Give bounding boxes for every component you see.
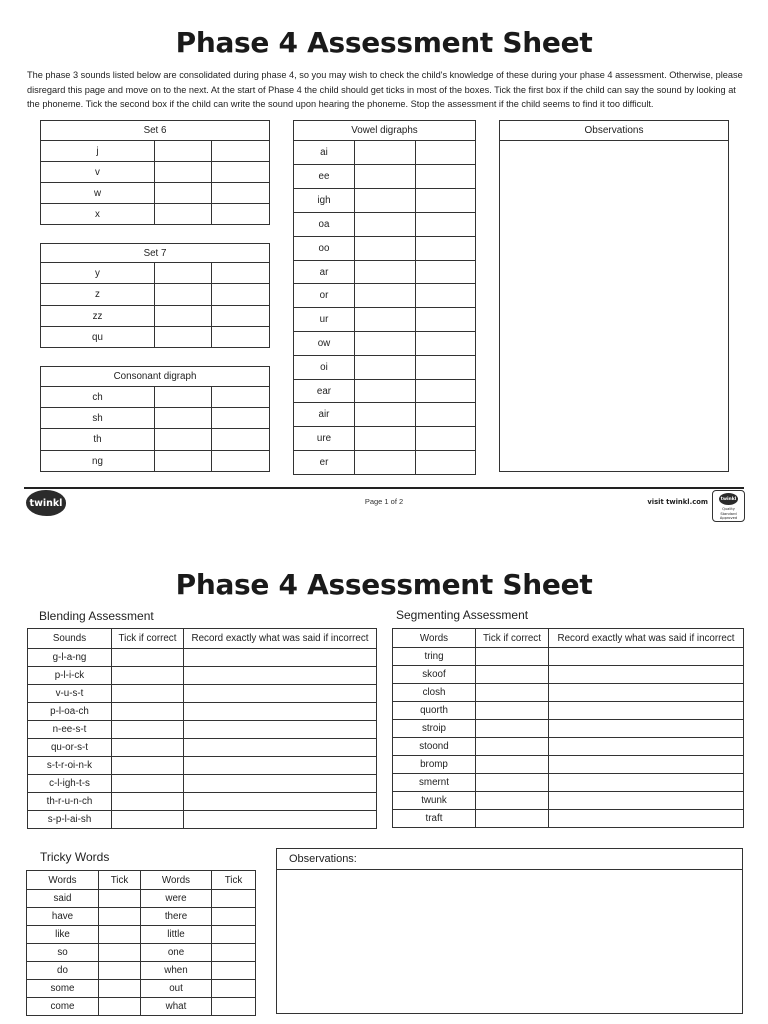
table-row [28,649,377,667]
badge-caption: Quality Standard Approved [719,507,738,520]
say-tick-cell[interactable] [155,408,212,429]
segmenting-table [392,628,744,828]
write-tick-cell[interactable] [212,284,270,306]
table-row [393,666,744,684]
sound-cell: zz [41,306,155,327]
table-row [28,685,377,703]
tick-cell[interactable] [476,774,549,792]
observations-box[interactable] [499,120,729,472]
say-tick-cell[interactable] [355,213,416,237]
sound-cell: er [294,451,355,475]
write-tick-cell[interactable] [416,403,476,427]
column-header: Words [393,629,476,648]
write-tick-cell[interactable] [416,284,476,308]
say-tick-cell[interactable] [355,380,416,403]
table-row [294,213,476,237]
table-row [393,684,744,702]
word-cell: skoof [393,666,476,684]
observations-box-page2[interactable] [276,848,743,1014]
table-row [41,263,270,284]
table-row [294,308,476,332]
tick-cell[interactable] [99,962,141,980]
table-row [294,356,476,380]
table-row [393,738,744,756]
table-row [27,890,256,908]
say-tick-cell[interactable] [155,204,212,225]
column-header: Tick [99,871,141,890]
tick-cell[interactable] [212,908,256,926]
blending-table [27,628,377,829]
sound-cell: ear [294,380,355,403]
tick-cell[interactable] [212,980,256,998]
tick-cell[interactable] [476,738,549,756]
tricky-words-heading: Tricky Words [40,850,110,864]
tick-cell[interactable] [99,908,141,926]
write-tick-cell[interactable] [212,429,270,451]
vowel-digraphs-title: Vowel digraphs [294,121,476,141]
write-tick-cell[interactable] [212,141,270,162]
say-tick-cell[interactable] [355,237,416,261]
write-tick-cell[interactable] [212,162,270,183]
column-header: Record exactly what was said if incorrect [184,629,377,649]
sound-cell: w [41,183,155,204]
tricky-words-table [26,870,256,1016]
word-cell: stroip [393,720,476,738]
tick-cell[interactable] [112,775,184,793]
say-tick-cell[interactable] [155,263,212,284]
set6-table [40,120,270,225]
set7-title: Set 7 [41,244,270,263]
sound-cell: ar [294,261,355,284]
write-tick-cell[interactable] [212,387,270,408]
write-tick-cell[interactable] [416,332,476,356]
write-tick-cell[interactable] [416,237,476,261]
page2-title: Phase 4 Assessment Sheet [175,568,593,601]
word-cell: so [27,944,99,962]
sounds-cell: th-r-u-n-ch [28,793,112,811]
say-tick-cell[interactable] [355,165,416,189]
tick-cell[interactable] [212,962,256,980]
say-tick-cell[interactable] [155,451,212,472]
table-row [28,721,377,739]
table-row [294,165,476,189]
word-cell: closh [393,684,476,702]
say-tick-cell[interactable] [155,387,212,408]
column-header: Record exactly what was said if incorrect [549,629,744,648]
say-tick-cell[interactable] [355,427,416,451]
sound-cell: ur [294,308,355,332]
sounds-cell: g-l-a-ng [28,649,112,667]
say-tick-cell[interactable] [355,261,416,284]
write-tick-cell[interactable] [212,327,270,348]
word-cell: when [141,962,212,980]
table-row [27,998,256,1016]
say-tick-cell[interactable] [155,284,212,306]
word-cell: out [141,980,212,998]
column-header: Sounds [28,629,112,649]
blending-heading: Blending Assessment [39,609,154,623]
table-row [294,189,476,213]
sound-cell: air [294,403,355,427]
record-cell[interactable] [549,810,744,828]
write-tick-cell[interactable] [416,380,476,403]
column-header: Words [27,871,99,890]
record-cell[interactable] [184,739,377,757]
record-cell[interactable] [549,720,744,738]
word-cell: some [27,980,99,998]
sound-cell: or [294,284,355,308]
column-header: Tick if correct [476,629,549,648]
record-cell[interactable] [549,666,744,684]
write-tick-cell[interactable] [212,306,270,327]
table-row [294,380,476,403]
tick-cell[interactable] [212,890,256,908]
say-tick-cell[interactable] [155,141,212,162]
tick-cell[interactable] [112,757,184,775]
say-tick-cell[interactable] [355,332,416,356]
observations-title: Observations [500,121,728,141]
sound-cell: igh [294,189,355,213]
table-row [27,962,256,980]
tick-cell[interactable] [99,890,141,908]
record-cell[interactable] [549,738,744,756]
sound-cell: v [41,162,155,183]
word-cell: little [141,926,212,944]
sound-cell: ai [294,141,355,165]
table-row [393,756,744,774]
say-tick-cell[interactable] [355,308,416,332]
table-row [393,648,744,666]
table-row [294,141,476,165]
table-row [28,667,377,685]
record-cell[interactable] [549,774,744,792]
table-row [41,429,270,451]
word-cell: like [27,926,99,944]
word-cell: do [27,962,99,980]
record-cell[interactable] [184,757,377,775]
tick-cell[interactable] [476,720,549,738]
table-row [41,408,270,429]
table-row [294,427,476,451]
table-row [294,451,476,475]
table-row [28,775,377,793]
sounds-cell: n-ee-s-t [28,721,112,739]
say-tick-cell[interactable] [355,284,416,308]
sounds-cell: p-l-i-ck [28,667,112,685]
table-row [294,237,476,261]
say-tick-cell[interactable] [355,356,416,380]
tick-cell[interactable] [112,667,184,685]
sound-cell: ure [294,427,355,451]
write-tick-cell[interactable] [212,183,270,204]
say-tick-cell[interactable] [355,451,416,475]
table-row [393,774,744,792]
record-cell[interactable] [184,649,377,667]
consonant-digraph-title: Consonant digraph [41,367,270,387]
table-row [294,261,476,284]
write-tick-cell[interactable] [212,451,270,472]
table-row [41,387,270,408]
table-row [28,703,377,721]
tick-cell[interactable] [476,702,549,720]
sounds-cell: p-l-oa-ch [28,703,112,721]
tick-cell[interactable] [99,926,141,944]
observations-title: Observations: [277,849,742,870]
record-cell[interactable] [184,793,377,811]
quality-badge-icon [712,490,745,522]
tick-cell[interactable] [112,811,184,829]
table-row [294,332,476,356]
sound-cell: th [41,429,155,451]
say-tick-cell[interactable] [155,183,212,204]
table-row [393,792,744,810]
table-row [294,284,476,308]
sound-cell: sh [41,408,155,429]
table-row [41,327,270,348]
table-row [28,739,377,757]
sound-cell: z [41,284,155,306]
sounds-cell: s-t-r-oi-n-k [28,757,112,775]
word-cell: come [27,998,99,1016]
sound-cell: ee [294,165,355,189]
tick-cell[interactable] [112,721,184,739]
write-tick-cell[interactable] [212,408,270,429]
table-row [393,810,744,828]
sound-cell: j [41,141,155,162]
write-tick-cell[interactable] [416,308,476,332]
write-tick-cell[interactable] [212,204,270,225]
sound-cell: oa [294,213,355,237]
tick-cell[interactable] [112,685,184,703]
tick-cell[interactable] [112,793,184,811]
write-tick-cell[interactable] [212,263,270,284]
table-row [41,183,270,204]
table-row [294,403,476,427]
tick-cell[interactable] [99,944,141,962]
sound-cell: ow [294,332,355,356]
table-row [28,757,377,775]
consonant-digraph-table [40,366,270,472]
word-cell: twunk [393,792,476,810]
table-row [27,926,256,944]
record-cell[interactable] [184,703,377,721]
table-row [41,451,270,472]
tick-cell[interactable] [476,684,549,702]
vowel-digraphs-table [293,120,476,475]
sound-cell: ch [41,387,155,408]
sounds-cell: qu-or-s-t [28,739,112,757]
column-header: Words [141,871,212,890]
page-number: Page 1 of 2 [364,497,404,506]
table-row [41,284,270,306]
tick-cell[interactable] [99,998,141,1016]
record-cell[interactable] [549,648,744,666]
table-row [27,980,256,998]
footer-divider [24,487,744,489]
tick-cell[interactable] [112,649,184,667]
table-row [27,908,256,926]
sound-cell: y [41,263,155,284]
word-cell: bromp [393,756,476,774]
word-cell: one [141,944,212,962]
write-tick-cell[interactable] [416,261,476,284]
word-cell: have [27,908,99,926]
word-cell: were [141,890,212,908]
word-cell: stoond [393,738,476,756]
say-tick-cell[interactable] [355,403,416,427]
record-cell[interactable] [549,756,744,774]
table-row [27,944,256,962]
record-cell[interactable] [184,685,377,703]
say-tick-cell[interactable] [155,306,212,327]
say-tick-cell[interactable] [355,141,416,165]
tick-cell[interactable] [99,980,141,998]
twinkl-logo[interactable]: twinkl [26,490,66,516]
say-tick-cell[interactable] [155,327,212,348]
sound-cell: x [41,204,155,225]
tick-cell[interactable] [476,648,549,666]
sound-cell: ng [41,451,155,472]
tick-cell[interactable] [476,756,549,774]
word-cell: there [141,908,212,926]
tick-cell[interactable] [212,926,256,944]
word-cell: smernt [393,774,476,792]
word-cell: what [141,998,212,1016]
write-tick-cell[interactable] [416,213,476,237]
column-header: Tick [212,871,256,890]
tick-cell[interactable] [476,792,549,810]
tick-cell[interactable] [476,810,549,828]
write-tick-cell[interactable] [416,427,476,451]
record-cell[interactable] [549,792,744,810]
page-title: Phase 4 Assessment Sheet [175,26,593,59]
badge-logo: twinkl [719,493,738,505]
sound-cell: qu [41,327,155,348]
word-cell: said [27,890,99,908]
sounds-cell: v-u-s-t [28,685,112,703]
write-tick-cell[interactable] [416,141,476,165]
table-row [393,720,744,738]
tick-cell[interactable] [212,944,256,962]
record-cell[interactable] [184,811,377,829]
record-cell[interactable] [184,667,377,685]
tick-cell[interactable] [112,703,184,721]
record-cell[interactable] [184,721,377,739]
visit-link[interactable]: visit twinkl.com [647,498,708,506]
word-cell: traft [393,810,476,828]
tick-cell[interactable] [112,739,184,757]
tick-cell[interactable] [476,666,549,684]
table-row [41,306,270,327]
table-row [393,702,744,720]
write-tick-cell[interactable] [416,356,476,380]
sounds-cell: s-p-l-ai-sh [28,811,112,829]
table-row [41,204,270,225]
write-tick-cell[interactable] [416,165,476,189]
segmenting-heading: Segmenting Assessment [396,608,529,622]
say-tick-cell[interactable] [155,429,212,451]
record-cell[interactable] [549,702,744,720]
write-tick-cell[interactable] [416,189,476,213]
sound-cell: oi [294,356,355,380]
say-tick-cell[interactable] [155,162,212,183]
sounds-cell: c-l-igh-t-s [28,775,112,793]
write-tick-cell[interactable] [416,451,476,475]
table-row [41,162,270,183]
table-row [28,811,377,829]
record-cell[interactable] [184,775,377,793]
word-cell: quorth [393,702,476,720]
set6-title: Set 6 [41,121,270,141]
table-row [28,793,377,811]
record-cell[interactable] [549,684,744,702]
intro-paragraph: The phase 3 sounds listed below are consolidated during phase 4, so you may wish to check the child's knowledge of these during your phase 4 assessment. Otherwise, please disregard this page and move on to the next. At the start of Phase 4 the child should get ticks in most of the boxes. Tick the first box if the child can say the sound by looking at the phoneme. Tick the second box if the child can write the sound upon hearing the phoneme. Stop the assessment if the child seems to find it too difficult. [27,70,743,109]
table-row [41,141,270,162]
sound-cell: oo [294,237,355,261]
tick-cell[interactable] [212,998,256,1016]
say-tick-cell[interactable] [355,189,416,213]
set7-table [40,243,270,348]
word-cell: tring [393,648,476,666]
column-header: Tick if correct [112,629,184,649]
